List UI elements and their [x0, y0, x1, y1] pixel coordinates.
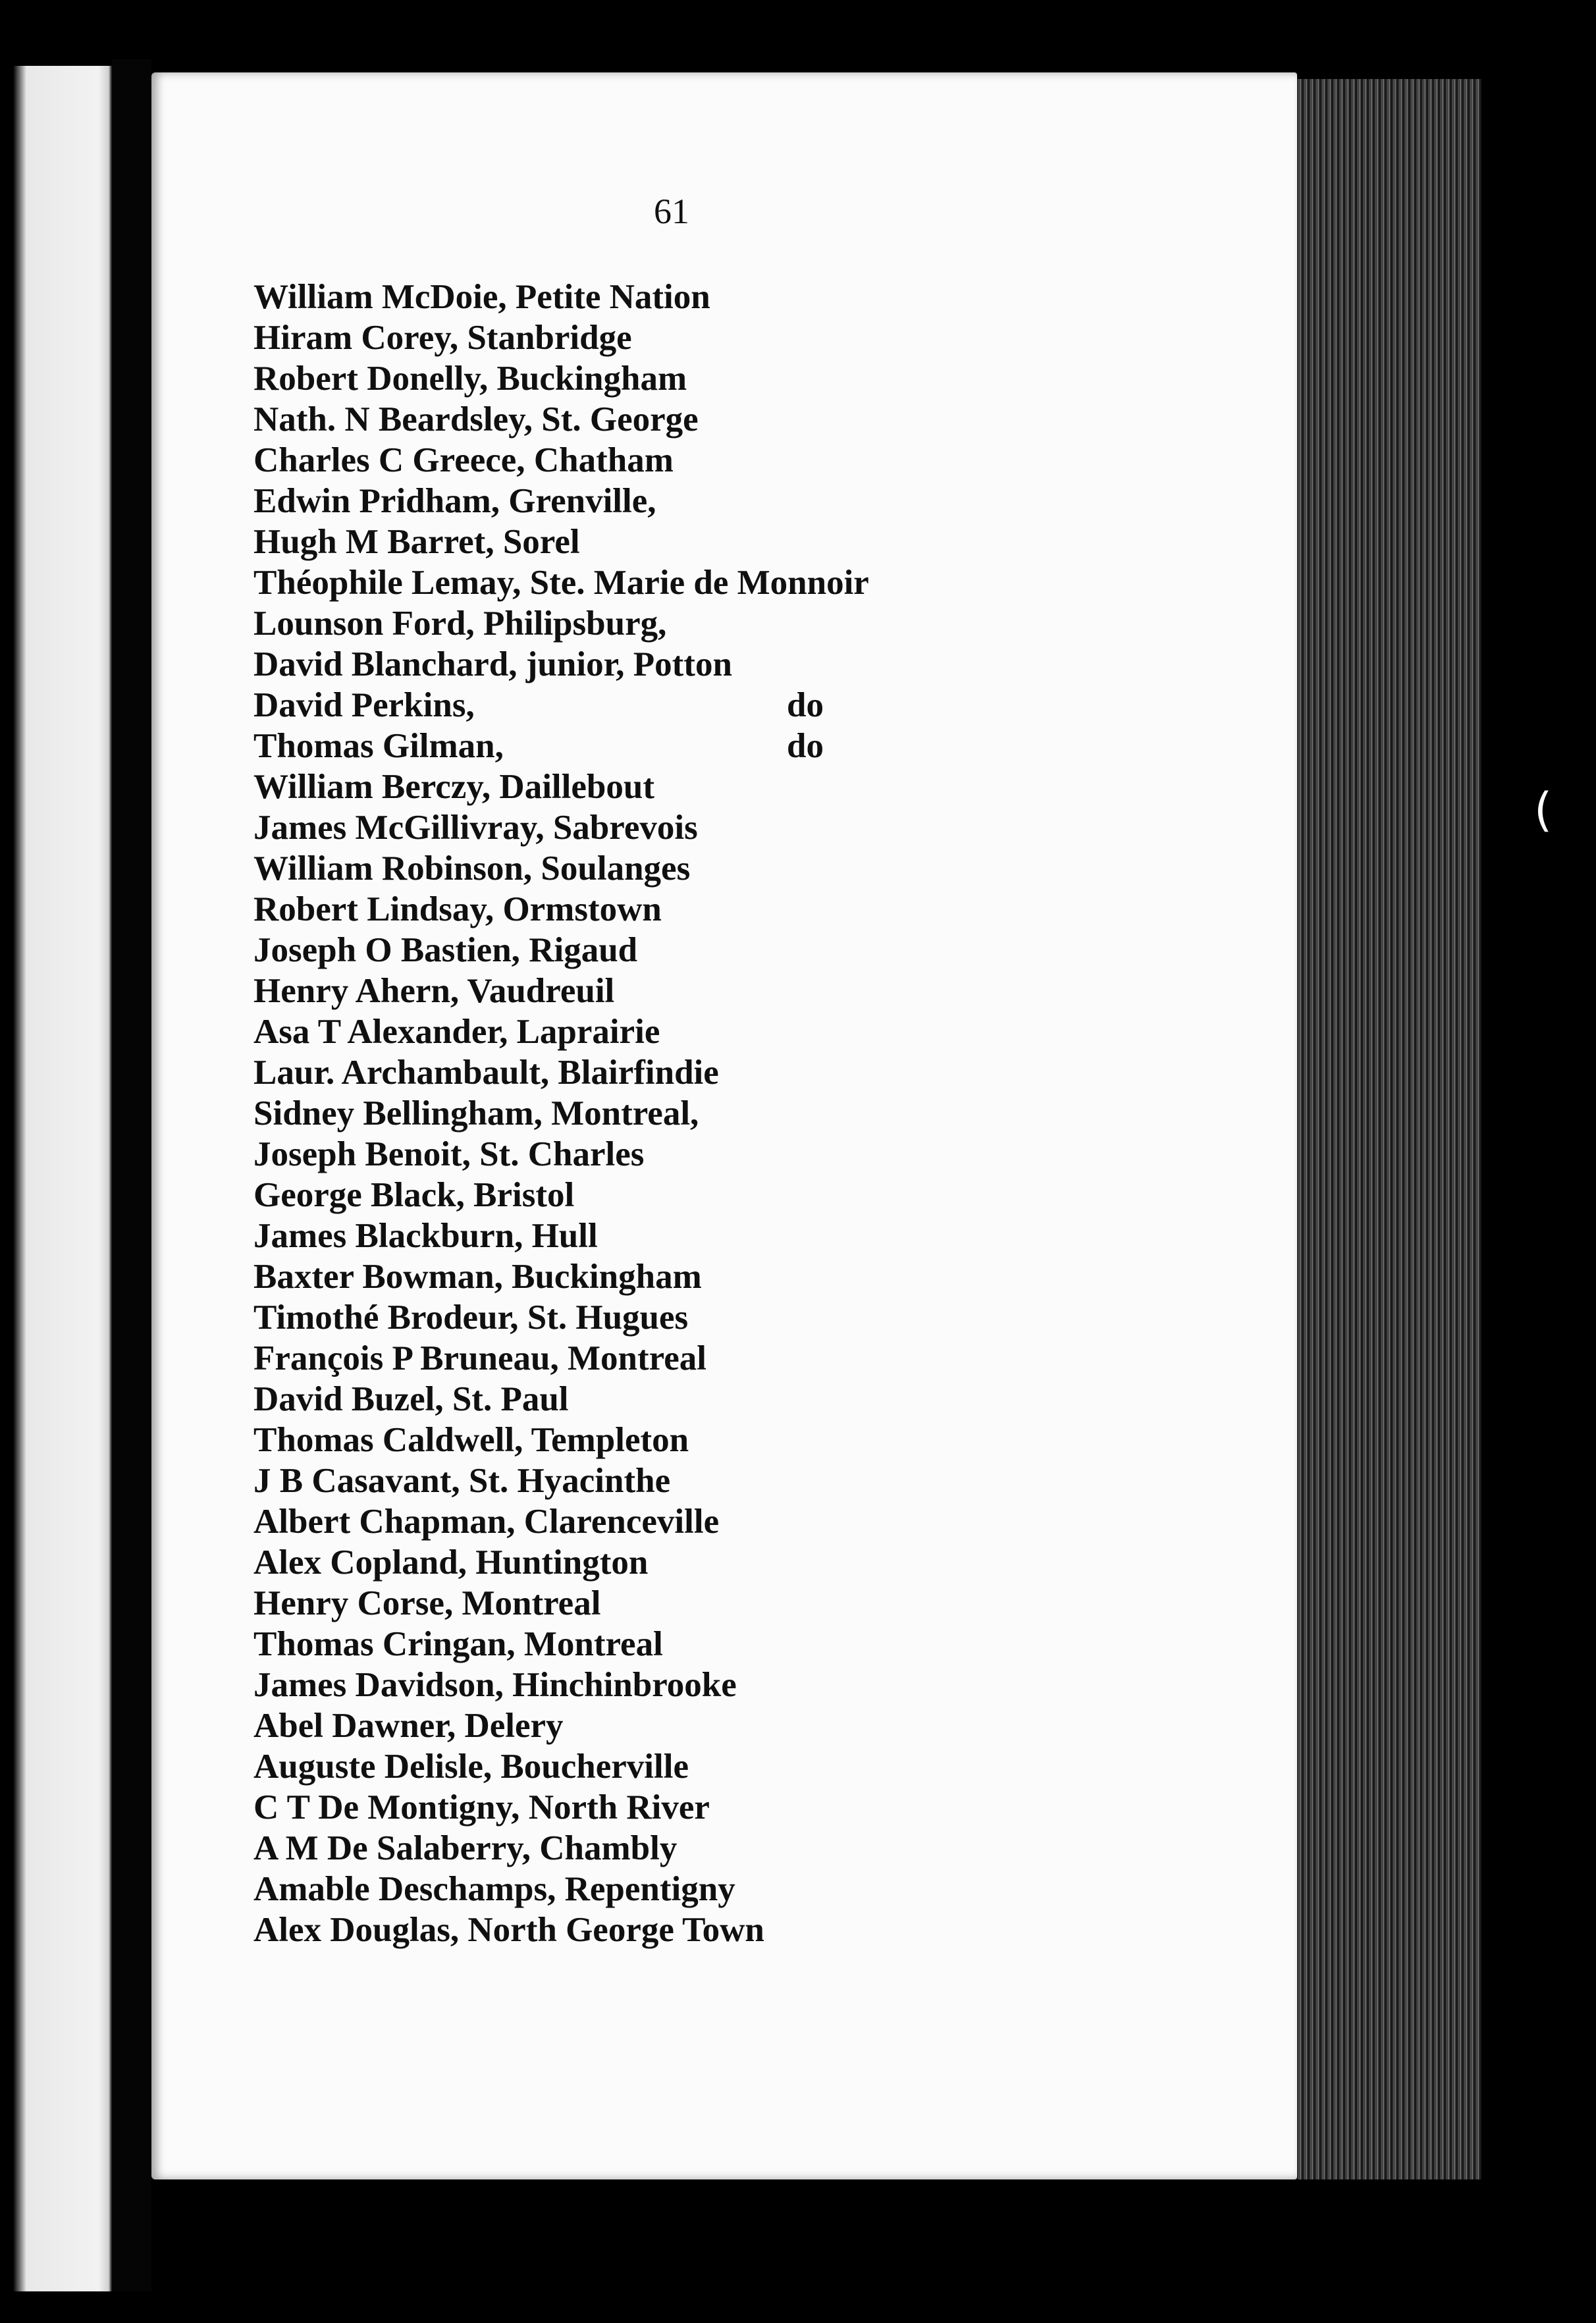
entry-place: Stanbridge — [467, 319, 632, 357]
list-item — [253, 277, 869, 317]
entry-place: Buckingham — [496, 360, 687, 398]
entry-name: C T De Montigny, — [253, 1788, 520, 1827]
entry-name: Asa T Alexander, — [253, 1013, 508, 1051]
list-item — [253, 726, 869, 766]
entry-name: William Berczy, — [253, 768, 491, 806]
entry-place: Petite Nation — [515, 278, 710, 316]
list-item — [253, 1420, 869, 1460]
entry-place: Sorel — [502, 523, 580, 561]
entry-place: Templeton — [531, 1421, 689, 1459]
entry-name: Henry Ahern, — [253, 972, 460, 1010]
entry-place: Boucherville — [500, 1748, 689, 1786]
entry-place: Montreal — [462, 1584, 601, 1622]
entry-name: Thomas Caldwell, — [253, 1421, 523, 1459]
entry-name: Hiram Corey, — [253, 319, 459, 357]
entry-place: Blairfindie — [558, 1054, 719, 1092]
entry-name: Lounson Ford, — [253, 604, 475, 643]
entry-place: Montreal — [523, 1625, 663, 1663]
list-item — [253, 685, 869, 726]
entry-place: St. Charles — [479, 1135, 645, 1173]
list-item — [253, 1869, 869, 1909]
list-item — [253, 1542, 869, 1583]
facing-page-edge — [0, 66, 112, 2291]
list-item — [253, 1665, 869, 1705]
entry-place: Philipsburg, — [483, 604, 667, 643]
entry-place: Buckingham — [512, 1258, 702, 1296]
entry-name: Joseph O Bastien, — [253, 931, 520, 969]
list-item — [253, 1379, 869, 1420]
entry-name: Robert Donelly, — [253, 360, 489, 398]
entry-name: Robert Lindsay, — [253, 890, 494, 928]
entry-name: Albert Chapman, — [253, 1503, 516, 1541]
entry-place: St. Hyacinthe — [468, 1462, 671, 1500]
list-item — [253, 1624, 869, 1665]
entry-name: Alex Copland, — [253, 1543, 467, 1582]
entry-name: William Robinson, — [253, 849, 533, 888]
list-item — [253, 1501, 869, 1542]
entry-place: North River — [528, 1788, 710, 1827]
list-item — [253, 1787, 869, 1828]
list-item — [253, 1909, 869, 1950]
entry-place: Montreal, — [551, 1094, 699, 1133]
name-list — [253, 277, 869, 1950]
entry-place: Delery — [464, 1707, 564, 1745]
entry-place: St. Hugues — [527, 1298, 689, 1337]
entry-place: Huntington — [475, 1543, 649, 1582]
page-fore-edge — [1284, 79, 1481, 2179]
entry-name: Thomas Cringan, — [253, 1625, 516, 1663]
margin-mark: ( — [1534, 783, 1553, 837]
entry-name: David Perkins, — [253, 686, 475, 724]
entry-name: David Buzel, — [253, 1380, 444, 1418]
list-item — [253, 1175, 869, 1215]
entry-name: George Black, — [253, 1176, 465, 1214]
entry-place: Potton — [633, 645, 732, 683]
entry-name: James McGillivray, — [253, 809, 545, 847]
entry-place: Rigaud — [529, 931, 638, 969]
entry-place: Chatham — [533, 441, 674, 479]
entry-place: Vaudreuil — [467, 972, 615, 1010]
entry-name: A M De Salaberry, — [253, 1829, 531, 1867]
list-item — [253, 317, 869, 358]
list-item — [253, 807, 869, 848]
entry-name: Nath. N Beardsley, — [253, 400, 533, 439]
entry-place: Sabrevois — [552, 809, 698, 847]
list-item — [253, 971, 869, 1011]
list-item — [253, 1705, 869, 1746]
entry-name: Joseph Benoit, — [253, 1135, 471, 1173]
entry-name: Laur. Archambault, — [253, 1054, 550, 1092]
entry-place: Hull — [531, 1217, 598, 1255]
entry-name: Théophile Lemay, — [253, 564, 521, 602]
list-item — [253, 1746, 869, 1787]
entry-place: do — [787, 727, 824, 765]
list-item — [253, 603, 869, 644]
entry-place: Laprairie — [516, 1013, 660, 1051]
entry-place: Grenville, — [508, 482, 656, 520]
entry-name: Timothé Brodeur, — [253, 1298, 519, 1337]
entry-name: Sidney Bellingham, — [253, 1094, 543, 1133]
entry-place: North George Town — [467, 1911, 764, 1949]
list-item — [253, 1297, 869, 1338]
entry-name: Thomas Gilman, — [253, 727, 504, 765]
entry-name: Alex Douglas, — [253, 1911, 460, 1949]
entry-place: Montreal — [568, 1339, 706, 1377]
list-item — [253, 1011, 869, 1052]
list-item — [253, 440, 869, 481]
list-item — [253, 1583, 869, 1624]
entry-name: Abel Dawner, — [253, 1707, 456, 1745]
entry-name: Amable Deschamps, — [253, 1870, 556, 1908]
entry-name: François P Bruneau, — [253, 1339, 559, 1377]
list-item — [253, 644, 869, 685]
entry-name: William McDoie, — [253, 278, 507, 316]
list-item — [253, 766, 869, 807]
book-gutter — [112, 59, 151, 2291]
list-item — [253, 481, 869, 521]
entry-name: James Davidson, — [253, 1666, 504, 1704]
list-item — [253, 1828, 869, 1869]
entry-place: St. George — [541, 400, 699, 439]
entry-place: Chambly — [539, 1829, 678, 1867]
entry-name: Hugh M Barret, — [253, 523, 494, 561]
list-item — [253, 562, 869, 603]
list-item — [253, 521, 869, 562]
entry-place: Hinchinbrooke — [512, 1666, 737, 1704]
entry-place: Daillebout — [499, 768, 654, 806]
entry-name: David Blanchard, junior, — [253, 645, 625, 683]
entry-place: Repentigny — [564, 1870, 735, 1908]
list-item — [253, 1093, 869, 1134]
entry-place: Ste. Marie de Monnoir — [529, 564, 869, 602]
entry-place: Ormstown — [502, 890, 662, 928]
entry-name: Charles C Greece, — [253, 441, 525, 479]
entry-place: do — [787, 686, 824, 724]
list-item — [253, 1134, 869, 1175]
page-number: 61 — [654, 192, 689, 231]
entry-place: Clarenceville — [523, 1503, 720, 1541]
list-item — [253, 848, 869, 889]
list-item — [253, 1215, 869, 1256]
entry-place: Bristol — [473, 1176, 575, 1214]
entry-name: Edwin Pridham, — [253, 482, 500, 520]
list-item — [253, 889, 869, 930]
list-item — [253, 1256, 869, 1297]
list-item — [253, 1052, 869, 1093]
list-item — [253, 399, 869, 440]
list-item — [253, 930, 869, 971]
entry-name: Henry Corse, — [253, 1584, 454, 1622]
list-item — [253, 358, 869, 399]
entry-name: James Blackburn, — [253, 1217, 523, 1255]
entry-name: J B Casavant, — [253, 1462, 460, 1500]
entry-place: Soulanges — [541, 849, 691, 888]
list-item — [253, 1460, 869, 1501]
entry-name: Baxter Bowman, — [253, 1258, 503, 1296]
list-item — [253, 1338, 869, 1379]
entry-place: St. Paul — [452, 1380, 569, 1418]
entry-name: Auguste Delisle, — [253, 1748, 492, 1786]
